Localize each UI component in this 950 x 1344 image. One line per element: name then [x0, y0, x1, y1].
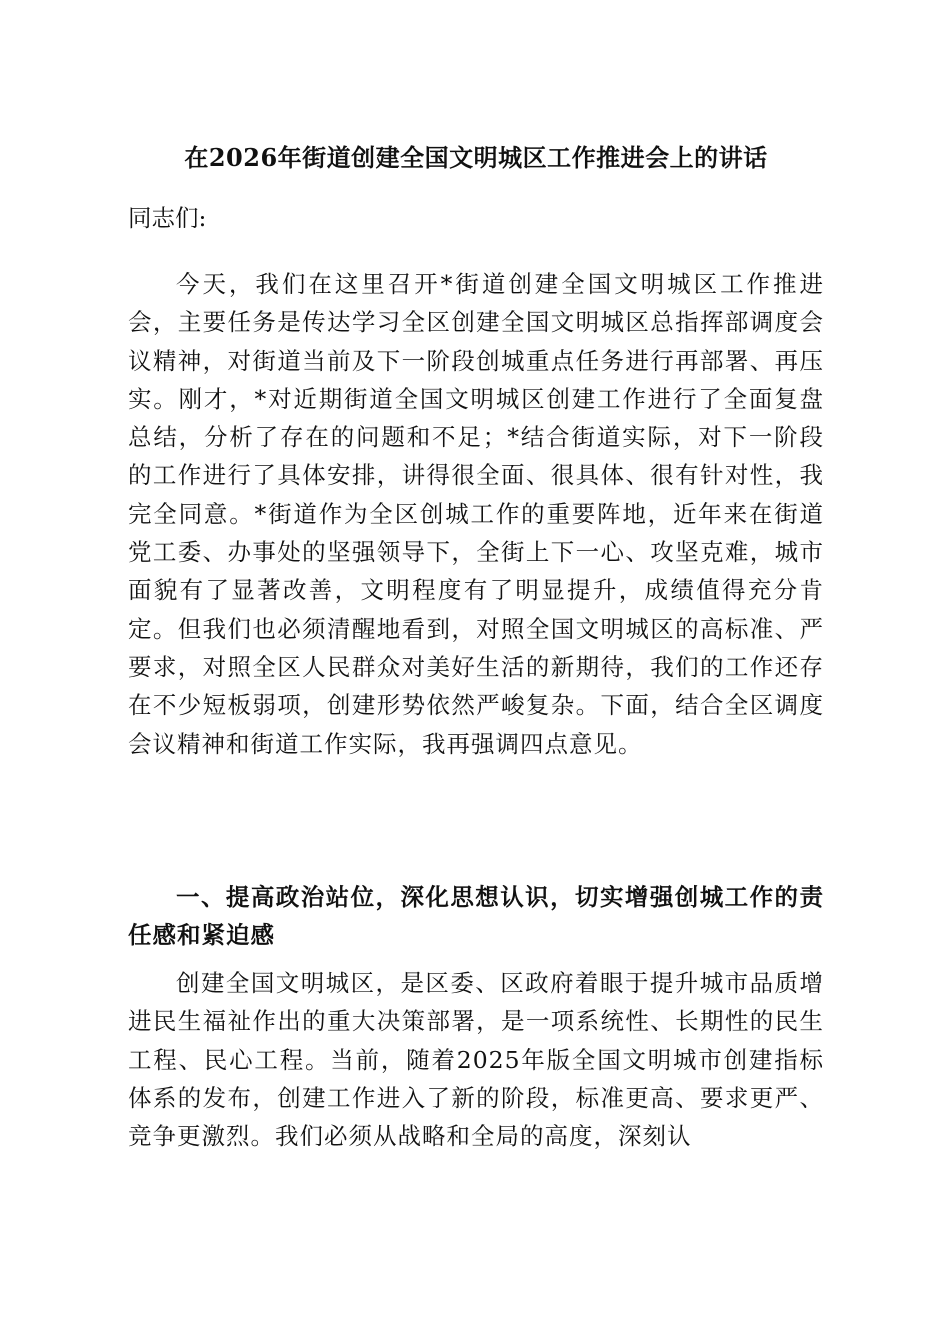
- body-paragraph: 今天，我们在这里召开*街道创建全国文明城区工作推进会，主要任务是传达学习全区创建全国文明城区总指挥部调度会议精神，对街道当前及下一阶段创城重点任务进行再部署、再压实。刚才，*对近期街道全国文明城区创建工作进行了全面复盘总结，分析了存在的问题和不足；*结合街道实际，对下一阶段的工作进行了具体安排，讲得很全面、很具体、很有针对性，我完全同意。*街道作为全区创城工作的重要阵地，近年来在街道党工委、办事处的坚强领导下，全街上下一心、攻坚克难，城市面貌有了显著改善，文明程度有了明显提升，成绩值得充分肯定。但我们也必须清醒地看到，对照全国文明城区的高标准、严要求，对照全区人民群众对美好生活的新期待，我们的工作还存在不少短板弱项，创建形势依然严峻复杂。下面，结合全区调度会议精神和街道工作实际，我再强调四点意见。: [128, 270, 824, 758]
- document-title: 在2026年街道创建全国文明城区工作推进会上的讲话: [184, 143, 768, 172]
- greeting: 同志们:: [128, 204, 207, 232]
- body-paragraph: 创建全国文明城区，是区委、区政府着眼于提升城市品质增进民生福祉作出的重大决策部署，是一项系统性、长期性的民生工程、民心工程。当前，随着2025年版全国文明城市创建指标体系的发布，创建工作进入了新的阶段，标准更高、要求更严、竞争更激烈。我们必须从战略和全局的高度，深刻认: [128, 969, 824, 1151]
- section-heading: 一、提高政治站位，深化思想认识，切实增强创城工作的责任感和紧迫感: [128, 883, 824, 950]
